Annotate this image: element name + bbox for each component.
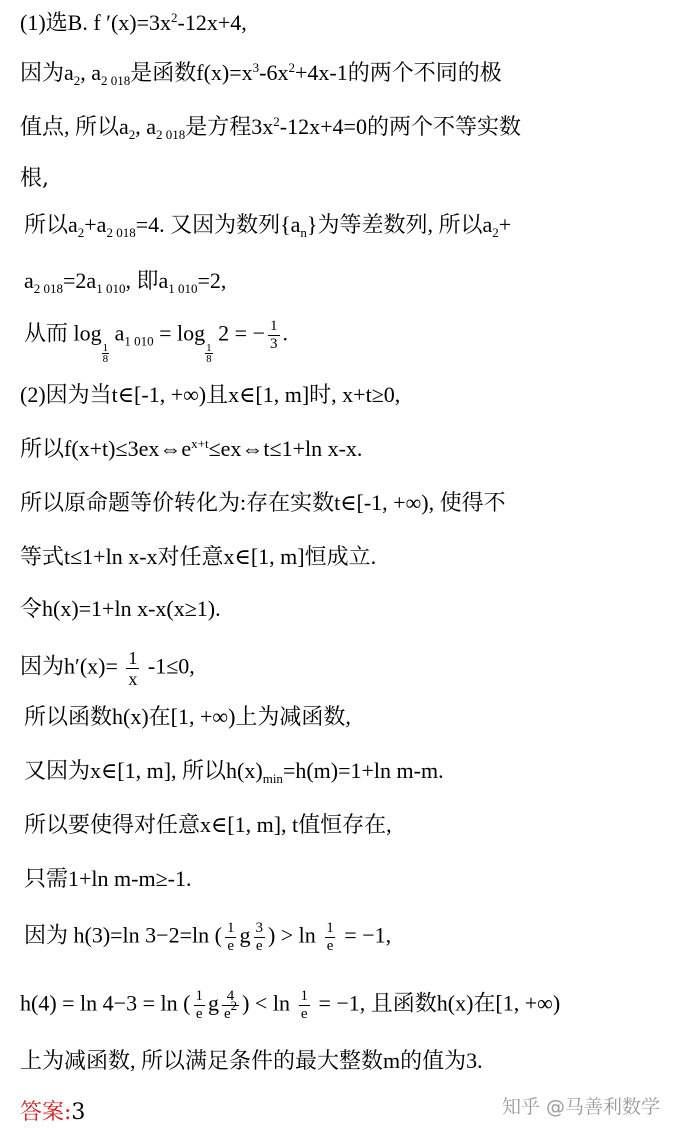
line-16: 所以要使得对任意x∈[1, m], t值恒存在, xyxy=(24,812,392,837)
answer-label: 答案: xyxy=(20,1100,72,1125)
answer-value: 3 xyxy=(71,1100,86,1125)
line-1: (1)选B. f $'(x)=3x^2-12x+4$, xyxy=(20,10,247,35)
watermark: 知乎 @马善利数学 xyxy=(501,1096,660,1118)
line-2: 因为$a_2$, $a_{2 018}$是函数$f(x)=x^3-6x^2+4x-1$的两个不同的极 xyxy=(20,60,502,88)
line-5: 所以$a_2+a_{2 018}=4$. 又因为数列$\{a_n\}$为等差数列, 所以$a_2+$ xyxy=(24,212,512,240)
line-6: $a_{2 018}=2a_{1 010}$, 即$a_{1 010}=2$, xyxy=(24,268,227,296)
line-15: 又因为x∈[1, m], 所以$h(x)_{min}=h(m)=1+\ln$ m-m. xyxy=(24,758,444,786)
line-14: 所以函数h(x)在[1, +∞)上为减函数, xyxy=(24,704,351,729)
answer-line xyxy=(20,1098,85,1128)
line-18-formula: 因为 h(3)=ln 3−2=ln ( $\frac{1}{e}$ g $\frac{3}{e}$ ) > ln $\frac{1}{e}$ = −1, xyxy=(24,920,392,954)
line-4: 根, xyxy=(20,166,49,191)
line-19-formula: h(4) = ln 4−3 = ln ( $\frac{1}{e}$ g $\frac{4}{e^2}$ ) < ln $\frac{1}{e}$ = −1, 且函数h(x)在[1, +∞) xyxy=(20,988,561,1022)
line-3: 值点, 所以$a_2$, $a_{2 018}$是方程$3x^2-12x+4=0$的两个不等实数 xyxy=(20,114,521,142)
line-10: 所以原命题等价转化为:存在实数t∈[-1, +∞), 使得不 xyxy=(20,490,506,515)
line-8: (2)因为当t∈[-1, +∞)且x∈[1, m]时, x+t≥0, xyxy=(20,382,401,407)
line-7-formula: 从而 log $\frac{1}{8}$ $a_{1 010} = \log$ $\frac{1}{8}$ 2 = − $\frac{1}{3}$ . xyxy=(24,318,288,365)
line-20: 上为减函数, 所以满足条件的最大整数m的值为3. xyxy=(20,1048,483,1073)
line-9: 所以$f(x+t)\le 3ex\Leftrightarrow e^{x+t}\le ex\Leftrightarrow t\le 1+\ln$ x-x. xyxy=(20,436,363,461)
line-17: 只需1+ln m-m≥-1. xyxy=(24,866,192,891)
line-13: 因为h′(x)= $\frac{1}{x}$ -1≤0, xyxy=(20,648,195,689)
line-11: 等式t≤1+ln x-x对任意x∈[1, m]恒成立. xyxy=(20,544,377,569)
line-12: 令h(x)=1+ln x-x(x≥1). xyxy=(20,596,221,621)
